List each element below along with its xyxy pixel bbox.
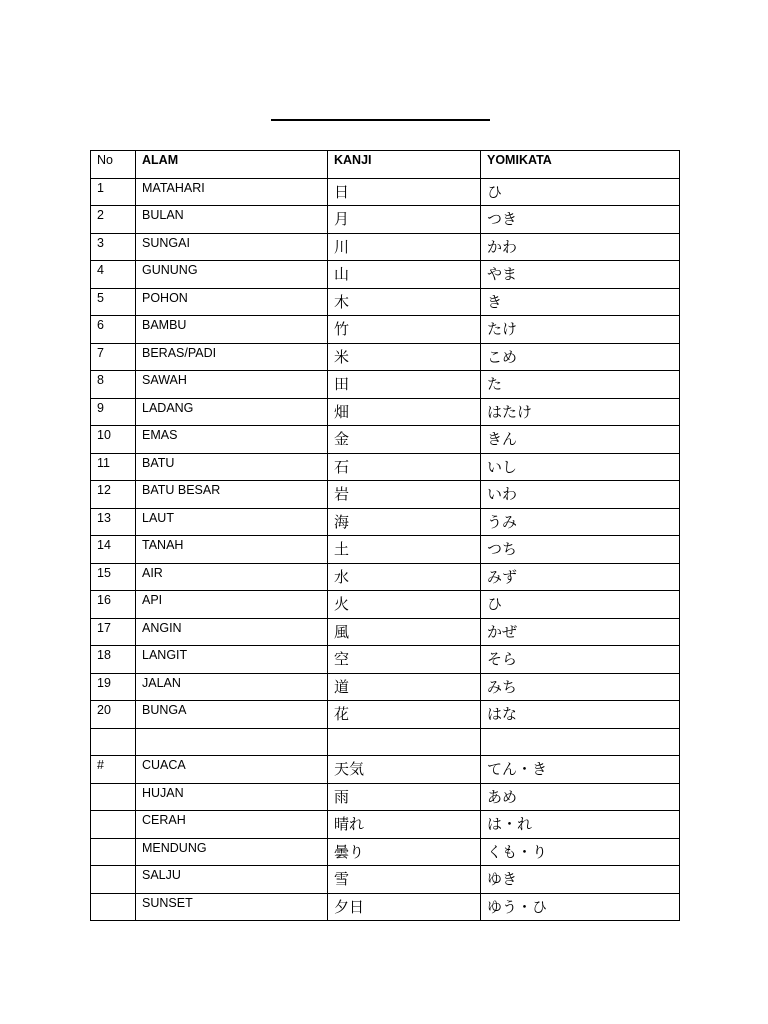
cell-alam: CUACA bbox=[136, 756, 328, 784]
cell-no bbox=[91, 893, 136, 921]
cell-no: 3 bbox=[91, 233, 136, 261]
header-no: No bbox=[91, 151, 136, 179]
cell-yomikata: はたけ bbox=[481, 398, 680, 426]
table-row bbox=[91, 261, 680, 289]
cell-yomikata: ひ bbox=[481, 178, 680, 206]
table-row bbox=[91, 316, 680, 344]
cell-alam: AIR bbox=[136, 563, 328, 591]
cell-alam: SALJU bbox=[136, 866, 328, 894]
table-row bbox=[91, 206, 680, 234]
table-row bbox=[91, 838, 680, 866]
cell-kanji: 金 bbox=[328, 426, 481, 454]
cell-yomikata: は・れ bbox=[481, 811, 680, 839]
cell-kanji: 岩 bbox=[328, 481, 481, 509]
table-row bbox=[91, 893, 680, 921]
cell-alam: TANAH bbox=[136, 536, 328, 564]
cell-kanji: 木 bbox=[328, 288, 481, 316]
cell-kanji: 海 bbox=[328, 508, 481, 536]
cell-yomikata: かぜ bbox=[481, 618, 680, 646]
cell-alam: EMAS bbox=[136, 426, 328, 454]
cell-yomikata: はな bbox=[481, 701, 680, 729]
cell-kanji: 雨 bbox=[328, 783, 481, 811]
table-row bbox=[91, 343, 680, 371]
cell-yomikata: ひ bbox=[481, 591, 680, 619]
cell-kanji: 火 bbox=[328, 591, 481, 619]
cell-yomikata: ゆう・ひ bbox=[481, 893, 680, 921]
cell-alam: LANGIT bbox=[136, 646, 328, 674]
table-row bbox=[91, 591, 680, 619]
cell-alam: LADANG bbox=[136, 398, 328, 426]
cell-alam: POHON bbox=[136, 288, 328, 316]
table-row bbox=[91, 563, 680, 591]
cell-alam: BUNGA bbox=[136, 701, 328, 729]
cell-yomikata: たけ bbox=[481, 316, 680, 344]
cell-yomikata: てん・き bbox=[481, 756, 680, 784]
cell-no: 1 bbox=[91, 178, 136, 206]
table-row bbox=[91, 673, 680, 701]
cell-yomikata: くも・り bbox=[481, 838, 680, 866]
table-row bbox=[91, 481, 680, 509]
table-header-row bbox=[91, 151, 680, 179]
cell-alam: BERAS/PADI bbox=[136, 343, 328, 371]
cell-alam: BAMBU bbox=[136, 316, 328, 344]
title-underline bbox=[271, 119, 490, 121]
table-row bbox=[91, 178, 680, 206]
cell-no: 9 bbox=[91, 398, 136, 426]
cell-no: 8 bbox=[91, 371, 136, 399]
table-row bbox=[91, 811, 680, 839]
cell-kanji: 雪 bbox=[328, 866, 481, 894]
cell-yomikata: きん bbox=[481, 426, 680, 454]
cell-kanji: 曇り bbox=[328, 838, 481, 866]
cell-yomikata bbox=[481, 728, 680, 756]
cell-alam: MENDUNG bbox=[136, 838, 328, 866]
cell-kanji: 風 bbox=[328, 618, 481, 646]
cell-alam: MATAHARI bbox=[136, 178, 328, 206]
table-row bbox=[91, 453, 680, 481]
cell-kanji: 川 bbox=[328, 233, 481, 261]
table-row bbox=[91, 536, 680, 564]
cell-alam: API bbox=[136, 591, 328, 619]
cell-yomikata: いわ bbox=[481, 481, 680, 509]
cell-no: 4 bbox=[91, 261, 136, 289]
cell-kanji: 晴れ bbox=[328, 811, 481, 839]
cell-no: 17 bbox=[91, 618, 136, 646]
cell-no: 15 bbox=[91, 563, 136, 591]
cell-yomikata: みず bbox=[481, 563, 680, 591]
cell-kanji: 土 bbox=[328, 536, 481, 564]
cell-kanji: 夕日 bbox=[328, 893, 481, 921]
cell-yomikata: みち bbox=[481, 673, 680, 701]
cell-alam bbox=[136, 728, 328, 756]
cell-no: # bbox=[91, 756, 136, 784]
table-row bbox=[91, 398, 680, 426]
cell-kanji: 畑 bbox=[328, 398, 481, 426]
cell-kanji bbox=[328, 728, 481, 756]
table-row bbox=[91, 783, 680, 811]
cell-alam: BATU bbox=[136, 453, 328, 481]
cell-alam: SUNGAI bbox=[136, 233, 328, 261]
cell-kanji: 天気 bbox=[328, 756, 481, 784]
cell-kanji: 道 bbox=[328, 673, 481, 701]
cell-kanji: 日 bbox=[328, 178, 481, 206]
cell-alam: BATU BESAR bbox=[136, 481, 328, 509]
cell-kanji: 水 bbox=[328, 563, 481, 591]
cell-kanji: 石 bbox=[328, 453, 481, 481]
header-alam: ALAM bbox=[136, 151, 328, 179]
cell-no: 7 bbox=[91, 343, 136, 371]
cell-no bbox=[91, 783, 136, 811]
header-yomikata: YOMIKATA bbox=[481, 151, 680, 179]
cell-no: 11 bbox=[91, 453, 136, 481]
cell-no bbox=[91, 728, 136, 756]
cell-no: 20 bbox=[91, 701, 136, 729]
cell-no: 19 bbox=[91, 673, 136, 701]
cell-kanji: 山 bbox=[328, 261, 481, 289]
cell-no: 2 bbox=[91, 206, 136, 234]
cell-kanji: 花 bbox=[328, 701, 481, 729]
cell-kanji: 竹 bbox=[328, 316, 481, 344]
cell-alam: GUNUNG bbox=[136, 261, 328, 289]
cell-no: 18 bbox=[91, 646, 136, 674]
cell-no: 16 bbox=[91, 591, 136, 619]
cell-yomikata: かわ bbox=[481, 233, 680, 261]
cell-no: 6 bbox=[91, 316, 136, 344]
cell-no: 13 bbox=[91, 508, 136, 536]
cell-yomikata: た bbox=[481, 371, 680, 399]
table-row bbox=[91, 866, 680, 894]
cell-yomikata: き bbox=[481, 288, 680, 316]
cell-no: 5 bbox=[91, 288, 136, 316]
cell-kanji: 月 bbox=[328, 206, 481, 234]
cell-yomikata: つち bbox=[481, 536, 680, 564]
cell-yomikata: こめ bbox=[481, 343, 680, 371]
cell-kanji: 空 bbox=[328, 646, 481, 674]
cell-yomikata: やま bbox=[481, 261, 680, 289]
cell-no: 14 bbox=[91, 536, 136, 564]
table-row bbox=[91, 756, 680, 784]
cell-no bbox=[91, 838, 136, 866]
cell-yomikata: ゆき bbox=[481, 866, 680, 894]
cell-alam: HUJAN bbox=[136, 783, 328, 811]
table-row bbox=[91, 233, 680, 261]
table-row bbox=[91, 288, 680, 316]
table-row bbox=[91, 371, 680, 399]
table-row bbox=[91, 701, 680, 729]
cell-kanji: 米 bbox=[328, 343, 481, 371]
cell-yomikata: うみ bbox=[481, 508, 680, 536]
cell-alam: SAWAH bbox=[136, 371, 328, 399]
table-row bbox=[91, 426, 680, 454]
cell-kanji: 田 bbox=[328, 371, 481, 399]
cell-no bbox=[91, 811, 136, 839]
cell-yomikata: あめ bbox=[481, 783, 680, 811]
vocabulary-table bbox=[90, 150, 680, 921]
cell-alam: CERAH bbox=[136, 811, 328, 839]
cell-yomikata: つき bbox=[481, 206, 680, 234]
cell-no: 12 bbox=[91, 481, 136, 509]
cell-alam: LAUT bbox=[136, 508, 328, 536]
table-row bbox=[91, 646, 680, 674]
cell-yomikata: そら bbox=[481, 646, 680, 674]
cell-no bbox=[91, 866, 136, 894]
cell-alam: ANGIN bbox=[136, 618, 328, 646]
header-kanji: KANJI bbox=[328, 151, 481, 179]
cell-alam: BULAN bbox=[136, 206, 328, 234]
cell-alam: JALAN bbox=[136, 673, 328, 701]
cell-no: 10 bbox=[91, 426, 136, 454]
table-row bbox=[91, 618, 680, 646]
cell-alam: SUNSET bbox=[136, 893, 328, 921]
table-row bbox=[91, 728, 680, 756]
table-row bbox=[91, 508, 680, 536]
cell-yomikata: いし bbox=[481, 453, 680, 481]
